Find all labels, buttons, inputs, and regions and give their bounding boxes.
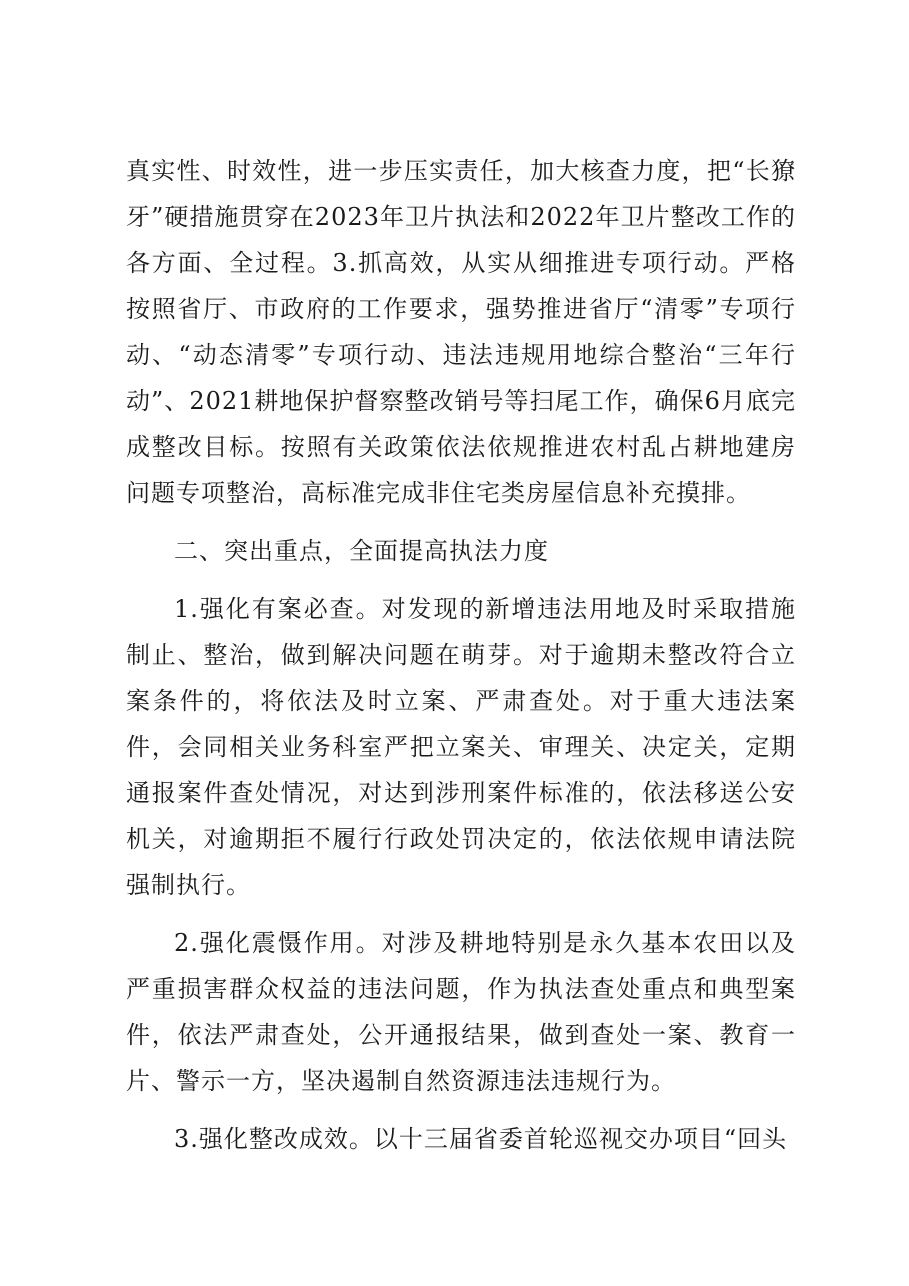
paragraph-continuation: 真实性、时效性，进一步压实责任，加大核查力度，把“长獠牙”硬措施贯穿在2023年卫片执法和2022年卫片整改工作的各方面、全过程。3.抓高效，从实从细推进专项行动。严格按照省厅、市政府的工作要求，强势推进省厅“清零”专项行动、“动态清零”专项行动、违法违规用地综合整治“三年行动”、2021耕地保护督察整改销号等扫尾工作，确保6月底完成整改目标。按照有关政策依法依规推进农村乱占耕地建房问题专项整治，高标准完成非住宅类房屋信息补充摸排。: [126, 157, 796, 507]
paragraph-case-investigation: 1.强化有案必查。对发现的新增违法用地及时采取措施制止、整治，做到解决问题在萌芽。对于逾期未整改符合立案条件的，将依法及时立案、严肃查处。对于重大违法案件，会同相关业务科室严把立案关、审理关、决定关，定期通报案件查处情况，对达到涉刑案件标准的，依法移送公安机关，对逾期拒不履行行政处罚决定的，依法依规申请法院强制执行。: [126, 595, 796, 899]
document-body: [126, 148, 796, 1174]
paragraph-rectification: 3.强化整改成效。以十三届省委首轮巡视交办项目“回头: [174, 1125, 788, 1153]
section-heading: 二、突出重点，全面提高执法力度: [174, 537, 549, 565]
paragraph-deterrence: 2.强化震慑作用。对涉及耕地特别是永久基本农田以及严重损害群众权益的违法问题，作为执法查处重点和典型案件，依法严肃查处，公开通报结果，做到查处一案、教育一片、警示一方，坚决遏制自然资源违法违规行为。: [126, 929, 796, 1095]
